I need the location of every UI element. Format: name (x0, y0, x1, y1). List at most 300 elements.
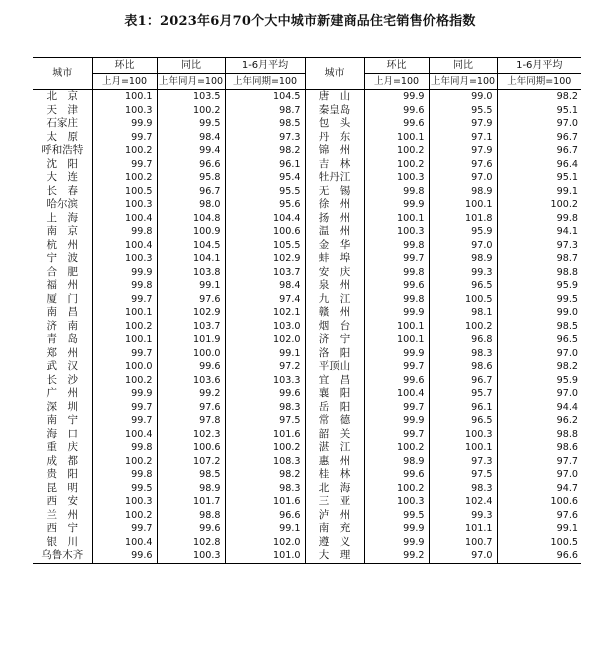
avg-base-left: 上年同期=100 (225, 74, 305, 90)
city-cell: 包 头 (305, 117, 364, 131)
city-cell: 常 德 (305, 414, 364, 428)
table-row (33, 549, 581, 563)
mom-value: 100.2 (92, 144, 157, 158)
mom-value: 99.6 (364, 468, 429, 482)
yoy-value: 100.7 (429, 536, 497, 550)
yoy-value: 95.5 (429, 104, 497, 118)
yoy-value: 97.0 (429, 171, 497, 185)
city-header-right: 城市 (305, 58, 364, 90)
table-row (33, 225, 581, 239)
mom-value: 100.3 (364, 495, 429, 509)
mom-value: 99.8 (92, 468, 157, 482)
table-row (33, 171, 581, 185)
city-cell: 重 庆 (33, 441, 92, 455)
yoy-value: 97.9 (429, 144, 497, 158)
city-cell: 平顶山 (305, 360, 364, 374)
city-cell: 北 京 (33, 90, 92, 104)
mom-value: 100.2 (92, 509, 157, 523)
city-cell: 厦 门 (33, 293, 92, 307)
yoy-value: 102.4 (429, 495, 497, 509)
mom-value: 100.1 (364, 131, 429, 145)
mom-value: 99.9 (92, 266, 157, 280)
city-cell: 岳 阳 (305, 401, 364, 415)
avg-value: 97.0 (556, 388, 578, 399)
avg-value: 99.1 (225, 347, 305, 361)
city-cell: 金 华 (305, 239, 364, 253)
avg-value: 98.4 (225, 279, 305, 293)
table-row (33, 293, 581, 307)
yoy-header-right: 同比 (429, 58, 497, 74)
avg-value: 98.2 (225, 144, 305, 158)
avg-value: 104.4 (225, 212, 305, 226)
table-row (33, 468, 581, 482)
city-cell: 青 岛 (33, 333, 92, 347)
city-cell: 济 南 (33, 320, 92, 334)
avg-value: 95.9 (556, 374, 578, 386)
mom-value: 99.9 (364, 198, 429, 212)
city-cell: 上 海 (33, 212, 92, 226)
yoy-value: 104.5 (157, 239, 225, 253)
avg-value: 97.3 (225, 131, 305, 145)
city-cell: 合 肥 (33, 266, 92, 280)
yoy-value: 95.7 (429, 387, 497, 401)
table-row (33, 536, 581, 550)
yoy-value: 98.8 (157, 509, 225, 523)
mom-value: 100.1 (364, 212, 429, 226)
mom-value: 100.5 (92, 185, 157, 199)
avg-value: 99.0 (556, 307, 578, 318)
avg-value: 95.9 (556, 280, 578, 291)
yoy-value: 97.6 (429, 158, 497, 172)
yoy-value: 107.2 (157, 455, 225, 469)
mom-value: 100.2 (92, 171, 157, 185)
avg-value: 97.4 (225, 293, 305, 307)
city-cell: 唐 山 (305, 90, 364, 104)
city-cell: 安 庆 (305, 266, 364, 280)
avg-value: 96.6 (556, 550, 578, 561)
mom-value: 99.5 (92, 482, 157, 496)
mom-value: 100.0 (92, 360, 157, 374)
yoy-value: 97.6 (157, 401, 225, 415)
table-row (33, 239, 581, 253)
table-row (33, 185, 581, 199)
avg-value: 95.4 (225, 171, 305, 185)
city-cell: 天 津 (33, 104, 92, 118)
table-row (33, 455, 581, 469)
city-cell: 石家庄 (33, 117, 92, 131)
avg-value: 103.0 (225, 320, 305, 334)
avg-value: 102.9 (225, 252, 305, 266)
yoy-value: 97.9 (429, 117, 497, 131)
city-cell: 牡丹江 (305, 171, 364, 185)
avg-value: 95.6 (225, 198, 305, 212)
yoy-value: 100.0 (157, 347, 225, 361)
avg-value: 102.1 (225, 306, 305, 320)
table-row (33, 279, 581, 293)
yoy-value: 99.6 (157, 360, 225, 374)
yoy-value: 100.6 (157, 441, 225, 455)
city-cell: 吉 林 (305, 158, 364, 172)
yoy-base-left: 上年同月=100 (157, 74, 225, 90)
mom-value: 99.5 (364, 509, 429, 523)
mom-value: 99.7 (364, 252, 429, 266)
mom-base-left: 上月=100 (92, 74, 157, 90)
city-cell: 长 沙 (33, 374, 92, 388)
city-cell: 秦皇岛 (305, 104, 364, 118)
mom-value: 100.2 (364, 144, 429, 158)
table-row (33, 333, 581, 347)
yoy-value: 101.1 (429, 522, 497, 536)
avg-value: 101.6 (225, 495, 305, 509)
city-cell: 大 连 (33, 171, 92, 185)
city-cell: 三 亚 (305, 495, 364, 509)
yoy-value: 99.6 (157, 522, 225, 536)
yoy-value: 100.2 (157, 104, 225, 118)
city-cell: 徐 州 (305, 198, 364, 212)
mom-value: 99.8 (364, 266, 429, 280)
avg-value: 96.6 (225, 509, 305, 523)
avg-value: 100.6 (225, 225, 305, 239)
yoy-value: 102.9 (157, 306, 225, 320)
yoy-base-right: 上年同月=100 (429, 74, 497, 90)
avg-value: 98.2 (556, 361, 578, 372)
yoy-value: 99.5 (157, 117, 225, 131)
city-cell: 哈尔滨 (33, 198, 92, 212)
city-cell: 襄 阳 (305, 387, 364, 401)
city-cell: 武 汉 (33, 360, 92, 374)
yoy-value: 97.3 (429, 455, 497, 469)
yoy-value: 96.5 (429, 414, 497, 428)
mom-value: 99.6 (92, 549, 157, 563)
mom-value: 99.7 (92, 347, 157, 361)
avg-value: 104.5 (225, 90, 305, 104)
yoy-value: 104.8 (157, 212, 225, 226)
city-cell: 海 口 (33, 428, 92, 442)
yoy-value: 98.1 (429, 306, 497, 320)
table-row (33, 117, 581, 131)
city-cell: 赣 州 (305, 306, 364, 320)
avg-value: 94.4 (556, 401, 578, 413)
city-cell: 九 江 (305, 293, 364, 307)
table-row (33, 131, 581, 145)
mom-value: 100.1 (92, 333, 157, 347)
yoy-value: 98.9 (157, 482, 225, 496)
avg-value: 101.6 (225, 428, 305, 442)
avg-value: 99.1 (556, 185, 578, 197)
city-cell: 兰 州 (33, 509, 92, 523)
mom-value: 100.3 (92, 252, 157, 266)
yoy-value: 97.0 (429, 239, 497, 253)
avg-value: 95.5 (225, 185, 305, 199)
yoy-value: 101.8 (429, 212, 497, 226)
avg-value: 97.5 (225, 414, 305, 428)
mom-value: 99.9 (364, 536, 429, 550)
city-cell: 南 京 (33, 225, 92, 239)
yoy-value: 99.2 (157, 387, 225, 401)
avg-value: 102.0 (225, 333, 305, 347)
city-cell: 泸 州 (305, 509, 364, 523)
mom-value: 99.9 (364, 522, 429, 536)
city-cell: 昆 明 (33, 482, 92, 496)
avg-value: 98.5 (225, 117, 305, 131)
mom-value: 99.6 (364, 279, 429, 293)
mom-value: 100.3 (92, 198, 157, 212)
avg-value: 101.0 (225, 549, 305, 563)
table-row (33, 104, 581, 118)
avg-value: 99.1 (556, 523, 578, 534)
yoy-value: 98.9 (429, 185, 497, 199)
yoy-value: 102.8 (157, 536, 225, 550)
yoy-value: 96.1 (429, 401, 497, 415)
table-row (33, 212, 581, 226)
city-cell: 西 安 (33, 495, 92, 509)
avg-value: 97.0 (556, 347, 578, 359)
avg-value: 96.2 (556, 415, 578, 426)
city-cell: 韶 关 (305, 428, 364, 442)
yoy-value: 103.8 (157, 266, 225, 280)
mom-value: 100.2 (92, 374, 157, 388)
avg-value: 105.5 (225, 239, 305, 253)
table-row (33, 482, 581, 496)
avg-value: 103.7 (225, 266, 305, 280)
mom-value: 100.2 (364, 158, 429, 172)
yoy-value: 100.2 (429, 320, 497, 334)
city-cell: 郑 州 (33, 347, 92, 361)
table-row (33, 387, 581, 401)
table-row (33, 441, 581, 455)
mom-header-right: 环比 (364, 58, 429, 74)
yoy-value: 100.1 (429, 198, 497, 212)
city-cell: 扬 州 (305, 212, 364, 226)
avg-value: 98.8 (556, 428, 578, 440)
city-cell: 蚌 埠 (305, 252, 364, 266)
table-row (33, 266, 581, 280)
mom-value: 100.4 (92, 536, 157, 550)
yoy-value: 98.6 (429, 360, 497, 374)
yoy-value: 103.5 (157, 90, 225, 104)
mom-value: 100.2 (364, 482, 429, 496)
city-cell: 泉 州 (305, 279, 364, 293)
table-row (33, 158, 581, 172)
mom-value: 99.7 (92, 414, 157, 428)
city-cell: 乌鲁木齐 (33, 549, 92, 563)
yoy-value: 100.5 (429, 293, 497, 307)
mom-value: 99.7 (92, 401, 157, 415)
mom-base-right: 上月=100 (364, 74, 429, 90)
mom-value: 100.3 (92, 104, 157, 118)
mom-value: 99.7 (92, 522, 157, 536)
avg-value: 98.7 (556, 253, 578, 264)
mom-value: 99.8 (364, 239, 429, 253)
avg-value: 96.5 (556, 334, 578, 345)
mom-value: 100.3 (92, 495, 157, 509)
table-row (33, 347, 581, 361)
city-cell: 无 锡 (305, 185, 364, 199)
yoy-value: 97.8 (157, 414, 225, 428)
mom-value: 100.1 (364, 333, 429, 347)
avg-value: 97.7 (556, 455, 578, 467)
mom-value: 99.6 (364, 374, 429, 388)
mom-value: 99.2 (364, 549, 429, 563)
city-cell: 温 州 (305, 225, 364, 239)
yoy-value: 99.4 (157, 144, 225, 158)
avg-value: 96.4 (556, 158, 578, 170)
city-cell: 宜 昌 (305, 374, 364, 388)
avg-value: 96.7 (556, 145, 578, 156)
yoy-value: 98.4 (157, 131, 225, 145)
mom-value: 99.8 (364, 185, 429, 199)
avg-value: 99.1 (225, 522, 305, 536)
mom-value: 100.1 (92, 90, 157, 104)
city-cell: 深 圳 (33, 401, 92, 415)
avg-value: 98.2 (225, 468, 305, 482)
table-row (33, 360, 581, 374)
yoy-value: 96.6 (157, 158, 225, 172)
mom-value: 99.9 (364, 90, 429, 104)
avg-value: 100.2 (550, 199, 578, 210)
mom-value: 99.7 (92, 158, 157, 172)
yoy-value: 97.1 (429, 131, 497, 145)
city-cell: 湛 江 (305, 441, 364, 455)
avg-header-left: 1-6月平均 (225, 58, 305, 74)
avg-value: 102.0 (225, 536, 305, 550)
avg-value: 96.1 (225, 158, 305, 172)
mom-value: 100.1 (92, 306, 157, 320)
avg-value: 97.0 (556, 469, 578, 480)
avg-value: 108.3 (225, 455, 305, 469)
city-cell: 济 宁 (305, 333, 364, 347)
mom-value: 100.4 (92, 428, 157, 442)
avg-value: 98.6 (556, 442, 578, 453)
city-cell: 锦 州 (305, 144, 364, 158)
city-cell: 北 海 (305, 482, 364, 496)
avg-value: 97.3 (556, 239, 578, 251)
mom-value: 99.8 (92, 279, 157, 293)
table-body (33, 90, 581, 564)
mom-value: 99.9 (364, 306, 429, 320)
city-cell: 长 春 (33, 185, 92, 199)
city-cell: 杭 州 (33, 239, 92, 253)
yoy-value: 99.0 (429, 90, 497, 104)
table-row (33, 144, 581, 158)
mom-value: 100.4 (92, 212, 157, 226)
mom-value: 99.6 (364, 117, 429, 131)
table-row (33, 252, 581, 266)
avg-value: 99.6 (225, 387, 305, 401)
city-cell: 遵 义 (305, 536, 364, 550)
avg-value: 100.2 (225, 441, 305, 455)
mom-value: 100.2 (364, 441, 429, 455)
avg-value: 97.6 (556, 509, 578, 521)
city-cell: 银 川 (33, 536, 92, 550)
avg-value: 100.6 (550, 496, 578, 507)
avg-value: 96.7 (556, 131, 578, 143)
avg-value: 95.1 (556, 104, 578, 116)
avg-base-right: 上年同期=100 (497, 74, 581, 90)
mom-value: 100.1 (364, 320, 429, 334)
mom-value: 100.3 (364, 171, 429, 185)
avg-value: 94.7 (556, 482, 578, 494)
mom-value: 99.7 (364, 360, 429, 374)
mom-value: 99.7 (92, 293, 157, 307)
mom-value: 100.3 (364, 225, 429, 239)
mom-value: 99.9 (92, 387, 157, 401)
city-cell: 洛 阳 (305, 347, 364, 361)
mom-value: 100.4 (364, 387, 429, 401)
table-row (33, 414, 581, 428)
yoy-value: 97.5 (429, 468, 497, 482)
table-row (33, 320, 581, 334)
table-row (33, 495, 581, 509)
city-cell: 南 充 (305, 522, 364, 536)
table-row (33, 306, 581, 320)
mom-value: 100.2 (92, 455, 157, 469)
yoy-value: 100.3 (429, 428, 497, 442)
city-cell: 沈 阳 (33, 158, 92, 172)
yoy-value: 96.8 (429, 333, 497, 347)
mom-header-left: 环比 (92, 58, 157, 74)
city-cell: 桂 林 (305, 468, 364, 482)
city-header-left: 城市 (33, 58, 92, 90)
yoy-value: 103.7 (157, 320, 225, 334)
avg-value: 98.8 (556, 266, 578, 278)
yoy-value: 97.0 (429, 549, 497, 563)
yoy-value: 98.5 (157, 468, 225, 482)
price-index-table (33, 57, 581, 564)
yoy-value: 99.3 (429, 509, 497, 523)
yoy-value: 98.0 (157, 198, 225, 212)
yoy-value: 96.7 (429, 374, 497, 388)
mom-value: 99.8 (364, 293, 429, 307)
city-cell: 惠 州 (305, 455, 364, 469)
avg-value: 98.7 (225, 104, 305, 118)
table-row (33, 401, 581, 415)
mom-value: 99.7 (364, 428, 429, 442)
avg-value: 100.5 (550, 536, 578, 548)
yoy-value: 103.6 (157, 374, 225, 388)
mom-value: 99.9 (92, 117, 157, 131)
city-cell: 福 州 (33, 279, 92, 293)
yoy-value: 100.9 (157, 225, 225, 239)
mom-value: 99.7 (364, 401, 429, 415)
yoy-value: 97.6 (157, 293, 225, 307)
avg-value: 98.3 (225, 401, 305, 415)
yoy-value: 98.9 (429, 252, 497, 266)
city-cell: 南 昌 (33, 306, 92, 320)
avg-value: 99.5 (556, 293, 578, 305)
city-cell: 广 州 (33, 387, 92, 401)
city-cell: 西 宁 (33, 522, 92, 536)
mom-value: 99.9 (364, 347, 429, 361)
yoy-value: 96.7 (157, 185, 225, 199)
city-cell: 大 理 (305, 549, 364, 563)
table-row (33, 198, 581, 212)
city-cell: 呼和浩特 (33, 144, 92, 158)
mom-value: 99.7 (92, 131, 157, 145)
yoy-value: 102.3 (157, 428, 225, 442)
table-row (33, 522, 581, 536)
city-cell: 南 宁 (33, 414, 92, 428)
yoy-value: 104.1 (157, 252, 225, 266)
city-cell: 贵 阳 (33, 468, 92, 482)
avg-value: 98.5 (556, 320, 578, 332)
mom-value: 99.9 (364, 414, 429, 428)
yoy-value: 100.1 (429, 441, 497, 455)
table-row (33, 428, 581, 442)
yoy-value: 98.3 (429, 347, 497, 361)
city-cell: 宁 波 (33, 252, 92, 266)
city-cell: 成 都 (33, 455, 92, 469)
